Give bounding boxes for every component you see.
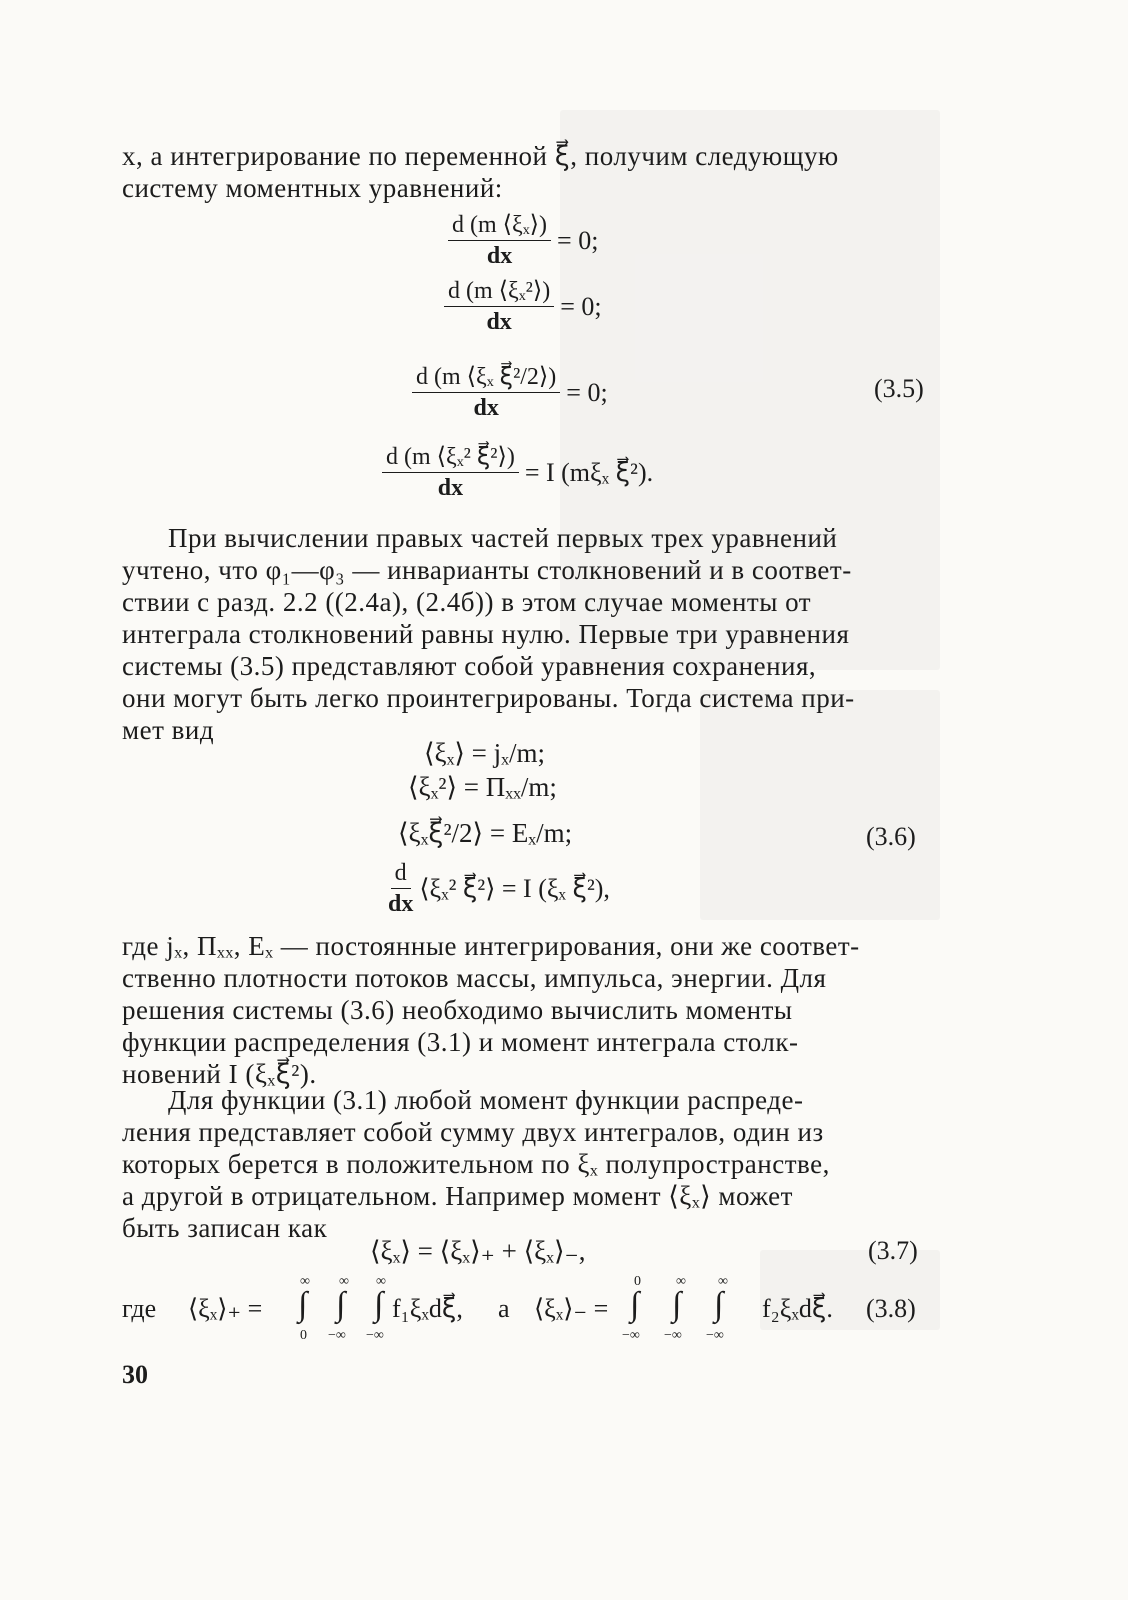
- equation-3-5-2: [444, 276, 602, 337]
- equation-label-3-7: (3.7): [868, 1236, 918, 1265]
- paragraph-constants: [122, 930, 928, 1090]
- paragraph-invariants: [122, 522, 928, 746]
- denominator: dx: [437, 475, 464, 501]
- lhs-negative: ⟨ξₓ⟩₋ =: [534, 1294, 609, 1323]
- equation-3-6-1: ⟨ξₓ⟩ = jₓ/m;: [424, 738, 545, 768]
- right-hand-side: = 0;: [560, 291, 602, 321]
- numerator: d (m ⟨ξₓ² ξ⃗²⟩): [382, 442, 519, 473]
- lower-limit: −∞: [622, 1328, 640, 1343]
- denominator: dx: [486, 243, 513, 269]
- integral-sign: ∫: [672, 1286, 682, 1323]
- text-line: ствии с разд. 2.2 ((2.4а), (2.4б)) в этом случае моменты от: [122, 587, 812, 617]
- integral-sign: ∫: [630, 1286, 640, 1323]
- fraction: [444, 276, 554, 337]
- integrand-negative: f₂ξₓdξ⃗.: [762, 1294, 833, 1323]
- fraction: [382, 442, 519, 503]
- numerator: d (m ⟨ξₓ²⟩): [444, 276, 554, 307]
- equation-3-7: ⟨ξₓ⟩ = ⟨ξₓ⟩₊ + ⟨ξₓ⟩₋,: [370, 1236, 586, 1266]
- text-line: быть записан как: [122, 1213, 328, 1243]
- paragraph-moments: [122, 1084, 928, 1244]
- text-line: При вычислении правых частей первых трех уравнений: [168, 523, 838, 553]
- upper-limit: ∞: [376, 1274, 386, 1289]
- text-line: где jₓ, Πₓₓ, Eₓ — постоянные интегрирования, они же соответ-: [122, 931, 860, 961]
- text-line: интеграла столкновений равны нулю. Первые три уравнения: [122, 619, 850, 649]
- equation-3-5-3: [412, 362, 608, 423]
- denominator: dx: [486, 309, 512, 335]
- numerator: d (m ⟨ξₓ ξ⃗²/2⟩): [412, 362, 560, 393]
- where-word: где: [122, 1294, 157, 1323]
- text-line: учтено, что φ₁—φ₃ — инварианты столкновений и в соответ-: [122, 555, 852, 585]
- right-hand-side: = I (mξₓ ξ⃗²).: [524, 457, 654, 487]
- fraction: [448, 210, 551, 271]
- text-line: Для функции (3.1) любой момент функции распреде-: [168, 1085, 804, 1115]
- text-line: ственно плотности потоков массы, импульса, энергии. Для: [122, 963, 827, 993]
- right-hand-side: ⟨ξₓ² ξ⃗²⟩ = I (ξₓ ξ⃗²),: [419, 873, 610, 903]
- text-line: а другой в отрицательном. Например момент ⟨ξₓ⟩ может: [122, 1181, 793, 1211]
- integral-sign: ∫: [336, 1286, 346, 1323]
- conjunction: а: [498, 1294, 510, 1323]
- text-line: которых берется в положительном по ξₓ полупространстве,: [122, 1149, 830, 1179]
- equation-3-6-2: ⟨ξₓ²⟩ = Πₓₓ/m;: [408, 772, 557, 802]
- text-line: решения системы (3.6) необходимо вычислить моменты: [122, 995, 793, 1025]
- page-number: 30: [122, 1360, 148, 1389]
- text-line: x, а интегрирование по переменной ξ⃗, получим следующую: [122, 141, 839, 171]
- equation-3-5-4: [382, 442, 653, 503]
- denominator: dx: [388, 891, 414, 917]
- text-line: они могут быть легко проинтегрированы. Тогда система при-: [122, 683, 855, 713]
- text-line: систему моментных уравнений:: [122, 173, 503, 203]
- upper-limit: ∞: [339, 1274, 349, 1289]
- text-line: ления представляет собой сумму двух интегралов, один из: [122, 1117, 824, 1147]
- integral-sign: ∫: [298, 1286, 308, 1323]
- integrand-positive: f₁ξₓdξ⃗,: [392, 1294, 463, 1323]
- text-line: мет вид: [122, 715, 215, 745]
- integral-sign: ∫: [714, 1286, 724, 1323]
- right-hand-side: = 0;: [557, 225, 599, 255]
- lhs-positive: ⟨ξₓ⟩₊ =: [188, 1294, 263, 1323]
- lower-limit: 0: [300, 1328, 307, 1343]
- lower-limit: −∞: [366, 1328, 384, 1343]
- numerator: d (m ⟨ξₓ⟩): [448, 210, 551, 241]
- equation-3-6-4: [388, 858, 610, 919]
- lower-limit: −∞: [706, 1328, 724, 1343]
- fraction: [412, 362, 560, 423]
- equation-label-3-5: (3.5): [874, 374, 924, 403]
- right-hand-side: = 0;: [566, 377, 608, 407]
- text-line: функции распределения (3.1) и момент интеграла столк-: [122, 1027, 799, 1057]
- equation-3-6-3: ⟨ξₓξ⃗²/2⟩ = Eₓ/m;: [398, 818, 573, 848]
- equation-label-3-8: (3.8): [866, 1294, 916, 1323]
- text-line: новений I (ξₓξ⃗²).: [122, 1059, 317, 1089]
- lower-limit: −∞: [328, 1328, 346, 1343]
- upper-limit: ∞: [718, 1274, 728, 1289]
- equation-3-5-1: [448, 210, 598, 271]
- denominator: dx: [473, 395, 499, 421]
- integral-sign: ∫: [374, 1286, 384, 1323]
- upper-limit: ∞: [676, 1274, 686, 1289]
- paragraph-intro: [122, 140, 928, 204]
- equation-label-3-6: (3.6): [866, 822, 916, 851]
- upper-limit: ∞: [300, 1274, 310, 1289]
- upper-limit: 0: [634, 1274, 641, 1289]
- fraction: [388, 858, 413, 919]
- text-line: системы (3.5) представляют собой уравнения сохранения,: [122, 651, 817, 681]
- lower-limit: −∞: [664, 1328, 682, 1343]
- numerator: d: [391, 858, 411, 889]
